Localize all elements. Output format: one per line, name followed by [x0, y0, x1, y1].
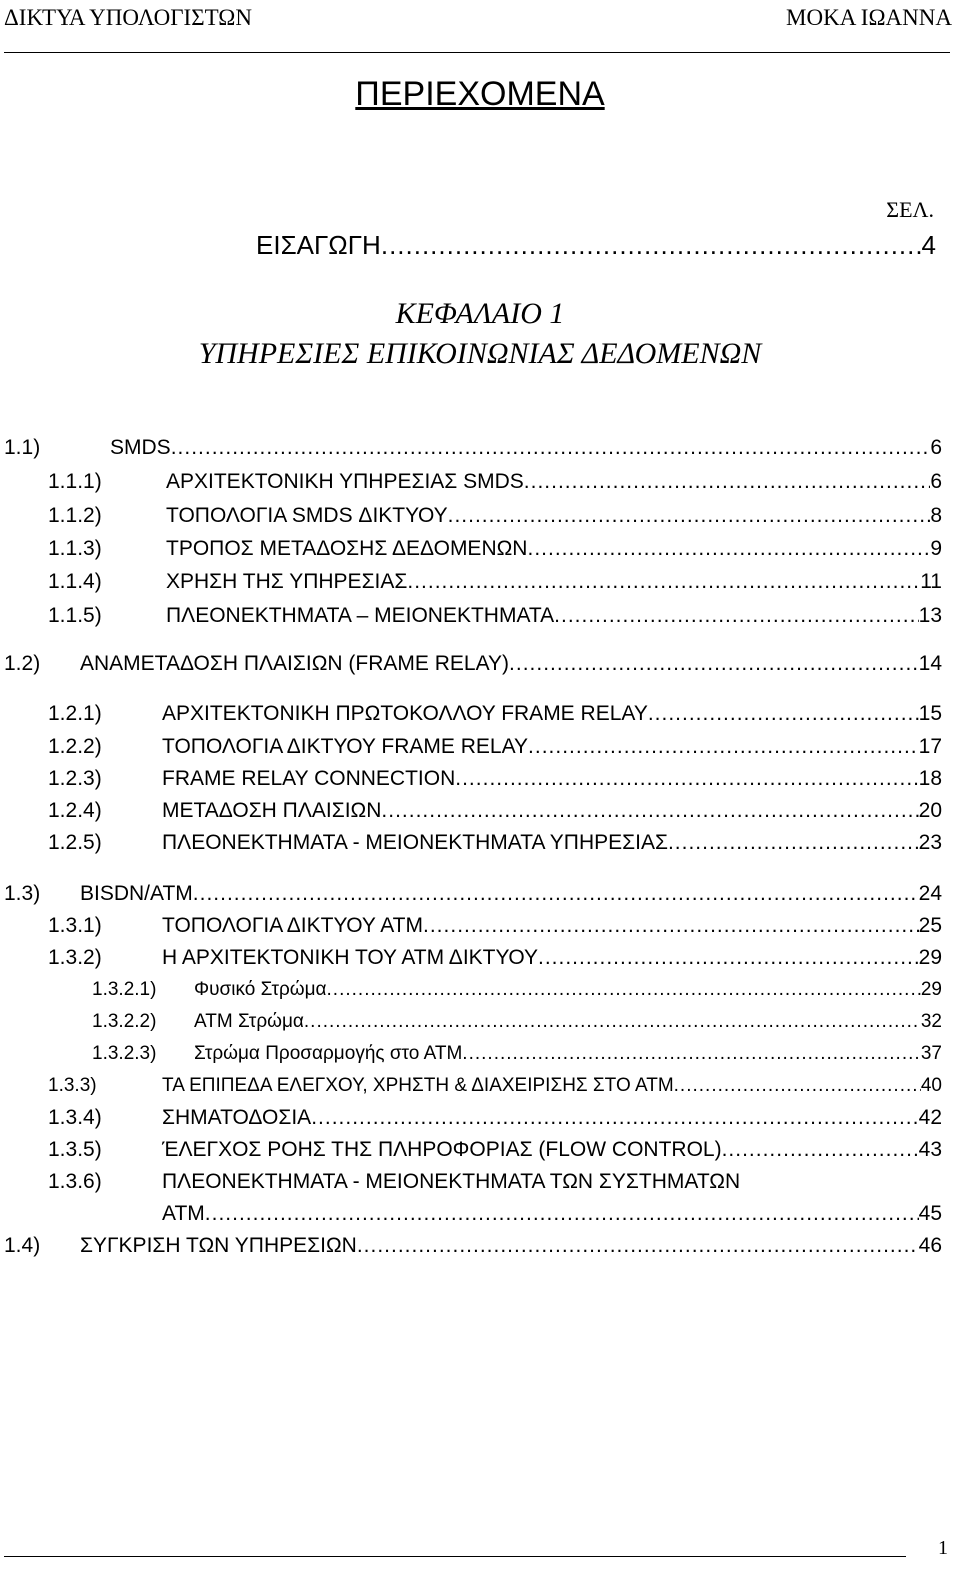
header-divider [4, 52, 950, 53]
toc-entry-page: 17 [918, 735, 942, 758]
toc-entry [92, 1040, 942, 1068]
toc-leader-dots [381, 797, 918, 825]
toc-entry-text: ΤΟΠΟΛΟΓΙΑ SMDS ΔΙΚΤΥΟΥ [166, 504, 448, 527]
toc-leader-dots [327, 976, 921, 1004]
toc-entry [92, 1008, 942, 1036]
toc-entry-text: ΑΡΧΙΤΕΚΤΟΝΙΚΗ ΠΡΩΤΟΚΟΛΛΟΥ FRAME RELAY [162, 702, 648, 725]
toc-leader-dots [554, 602, 918, 630]
toc-leader-dots [304, 1008, 921, 1036]
toc-entry-page: 46 [918, 1234, 942, 1257]
toc-leader-dots [524, 468, 931, 496]
toc-entry [4, 650, 942, 678]
toc-entry-text: ΤΟΠΟΛΟΓΙΑ ΔΙΚΤΥΟΥ ΑΤΜ [162, 914, 424, 937]
toc-leader-dots [171, 434, 931, 462]
toc-entry [4, 880, 942, 908]
toc-entry [48, 468, 942, 496]
toc-entry-text: Στρώμα Προσαρμογής στο ΑΤΜ [194, 1043, 463, 1064]
toc-entry-text: ΑΤΜ [162, 1202, 205, 1225]
toc-entry-number: 1.2.2) [48, 735, 102, 758]
toc-entry-text: ΤΟΠΟΛΟΓΙΑ ΔΙΚΤΥΟΥ FRAME RELAY [162, 735, 529, 758]
toc-entry-number: 1.2.3) [48, 767, 102, 790]
toc-entry-number: 1.3.2.1) [92, 979, 157, 1000]
toc-entry-page: 24 [918, 882, 942, 905]
toc-leader-dots [205, 1200, 919, 1228]
toc-entry-page: 40 [920, 1075, 942, 1096]
toc-entry-page: 37 [920, 1043, 942, 1064]
toc-entry-text: ΠΛΕΟΝΕΚΤΗΜΑΤΑ - ΜΕΙΟΝΕΚΤΗΜΑΤΑ ΤΩΝ ΣΥΣΤΗΜΑΤΩΝ [162, 1170, 741, 1193]
toc-entry-page: 8 [930, 504, 942, 527]
toc-entry [48, 733, 942, 761]
toc-entry-number: 1.1.1) [48, 470, 102, 493]
toc-entry-intro [256, 229, 936, 261]
toc-leader-dots [423, 912, 919, 940]
toc-leader-dots [407, 568, 920, 596]
toc-entry-text: ΈΛΕΓΧΟΣ ΡΟΗΣ ΤΗΣ ΠΛΗΡΟΦΟΡΙΑΣ (FLOW CONTROL) [162, 1138, 722, 1161]
toc-leader-dots [193, 880, 919, 908]
toc-entry [4, 1232, 942, 1260]
toc-entry-number: 1.3.4) [48, 1106, 102, 1129]
toc-entry-text: ΣΥΓΚΡΙΣΗ ΤΩΝ ΥΠΗΡΕΣΙΩΝ [80, 1234, 357, 1257]
toc-entry-number: 1.1.5) [48, 604, 102, 627]
chapter-name: ΥΠΗΡΕΣΙΕΣ ΕΠΙΚΟΙΝΩΝΙΑΣ ΔΕΔΟΜΕΝΩΝ [198, 337, 762, 370]
toc-entry [162, 1200, 942, 1228]
toc-entry [48, 535, 942, 563]
header-course-title: ΔΙΚΤΥΑ ΥΠΟΛΟΓΙΣΤΩΝ [4, 5, 252, 30]
toc-entry-text: ΣΗΜΑΤΟΔΟΣΙΑ [162, 1106, 312, 1129]
toc-leader-dots [357, 1232, 919, 1260]
toc-entry [48, 944, 942, 972]
toc-entry-text: ΑΝΑΜΕΤΑΔΟΣΗ ΠΛΑΙΣΙΩΝ (FRAME RELAY) [80, 652, 510, 675]
toc-entry-text: ΕΙΣΑΓΩΓΗ [256, 230, 381, 260]
toc-entry-text: Φυσικό Στρώμα [194, 979, 327, 1000]
toc-leader-dots [668, 829, 919, 857]
toc-entry-number: 1.1.2) [48, 504, 102, 527]
toc-entry-text: ΧΡΗΣΗ ΤΗΣ ΥΠΗΡΕΣΙΑΣ [166, 570, 408, 593]
toc-entry-text: ΑΡΧΙΤΕΚΤΟΝΙΚΗ ΥΠΗΡΕΣΙΑΣ SMDS [166, 470, 524, 493]
toc-entry-text: BISDN/ATM [80, 882, 193, 905]
toc-entry-number: 1.2.5) [48, 831, 102, 854]
toc-entry-number: 1.1) [4, 436, 41, 459]
toc-entry-text: SMDS [110, 436, 171, 459]
toc-entry [48, 1104, 942, 1132]
toc-entry-number: 1.2) [4, 652, 41, 675]
toc-entry-page: 11 [920, 570, 942, 593]
toc-entry-page: 18 [918, 767, 942, 790]
toc-entry [48, 1072, 942, 1100]
toc-entry [48, 502, 942, 530]
toc-leader-dots [462, 1040, 921, 1068]
footer-divider [4, 1556, 906, 1557]
toc-entry [48, 602, 942, 630]
toc-entry [48, 1136, 942, 1164]
toc-entry [48, 829, 942, 857]
toc-entry-number: 1.4) [4, 1234, 41, 1257]
toc-entry-text: ΑΤΜ Στρώμα [194, 1011, 304, 1032]
toc-leader-dots [674, 1072, 921, 1100]
toc-entry-text: ΜΕΤΑΔΟΣΗ ΠΛΑΙΣΙΩΝ [162, 799, 382, 822]
toc-entry-page: 42 [918, 1106, 942, 1129]
toc-entry-page: 43 [918, 1138, 942, 1161]
toc-entry-page: 23 [918, 831, 942, 854]
toc-entry-page: 4 [921, 230, 936, 260]
toc-leader-dots [311, 1104, 918, 1132]
toc-leader-dots [648, 700, 919, 728]
toc-entry-page: 29 [920, 979, 942, 1000]
toc-entry-text: ΤΡΟΠΟΣ ΜΕΤΑΔΟΣΗΣ ΔΕΔΟΜΕΝΩΝ [166, 537, 528, 560]
toc-entry-page: 20 [918, 799, 942, 822]
toc-entry-page: 45 [918, 1202, 942, 1225]
toc-entry-number: 1.3.2) [48, 946, 102, 969]
toc-entry-page: 13 [918, 604, 942, 627]
header-author: ΜΟΚΑ ΙΩΑΝΝΑ [786, 5, 952, 30]
toc-leader-dots [448, 502, 931, 530]
toc-entry-text: FRAME RELAY CONNECTION [162, 767, 456, 790]
toc-entry-number: 1.1.3) [48, 537, 102, 560]
toc-entry-number: 1.2.4) [48, 799, 102, 822]
toc-entry [48, 1168, 942, 1196]
toc-entry [48, 797, 942, 825]
toc-entry-page: 6 [930, 436, 942, 459]
toc-entry-number: 1.2.1) [48, 702, 102, 725]
toc-entry-page: 32 [920, 1011, 942, 1032]
toc-entry-text: Η ΑΡΧΙΤΕΚΤΟΝΙΚΗ ΤΟΥ ΑΤΜ ΔΙΚΤΥΟΥ [162, 946, 538, 969]
toc-entry-page: 9 [930, 537, 942, 560]
toc-entry-page: 29 [918, 946, 942, 969]
toc-entry-page: 25 [918, 914, 942, 937]
toc-entry-page: 6 [930, 470, 942, 493]
toc-leader-dots [528, 733, 919, 761]
toc-entry-number: 1.3.1) [48, 914, 102, 937]
toc-entry [48, 700, 942, 728]
toc-leader-dots [527, 535, 930, 563]
toc-entry-number: 1.1.4) [48, 570, 102, 593]
toc-entry-number: 1.3.5) [48, 1138, 102, 1161]
chapter-number: ΚΕΦΑΛΑΙΟ 1 [395, 297, 565, 330]
toc-entry [48, 568, 942, 596]
page-column-label: ΣΕΛ. [886, 197, 934, 222]
page-number: 1 [938, 1537, 948, 1559]
toc-entry-text: ΠΛΕΟΝΕΚΤΗΜΑΤΑ - ΜΕΙΟΝΕΚΤΗΜΑΤΑ ΥΠΗΡΕΣΙΑΣ [162, 831, 668, 854]
toc-leader-dots [381, 229, 922, 261]
toc-entry-number: 1.3.6) [48, 1170, 102, 1193]
toc-entry-text: ΠΛΕΟΝΕΚΤΗΜΑΤΑ – ΜΕΙΟΝΕΚΤΗΜΑΤΑ [166, 604, 555, 627]
toc-entry-number: 1.3) [4, 882, 41, 905]
toc-leader-dots [509, 650, 919, 678]
toc-entry [48, 912, 942, 940]
toc-entry-page: 15 [918, 702, 942, 725]
toc-entry-number: 1.3.3) [48, 1075, 97, 1096]
page-title: ΠΕΡΙΕΧΟΜΕΝΑ [355, 75, 605, 113]
toc-entry-number: 1.3.2.3) [92, 1043, 157, 1064]
toc-entry [92, 976, 942, 1004]
toc-entry-text: ΤΑ ΕΠΙΠΕΔΑ ΕΛΕΓΧΟΥ, ΧΡΗΣΤΗ & ΔΙΑΧΕΙΡΙΣΗΣ ΣΤΟ ΑΤΜ [162, 1075, 674, 1096]
toc-entry [4, 434, 942, 462]
toc-leader-dots [722, 1136, 919, 1164]
toc-entry-number: 1.3.2.2) [92, 1011, 157, 1032]
toc-leader-dots [455, 765, 918, 793]
toc-entry [48, 765, 942, 793]
toc-entry-page: 14 [918, 652, 942, 675]
toc-leader-dots [538, 944, 919, 972]
